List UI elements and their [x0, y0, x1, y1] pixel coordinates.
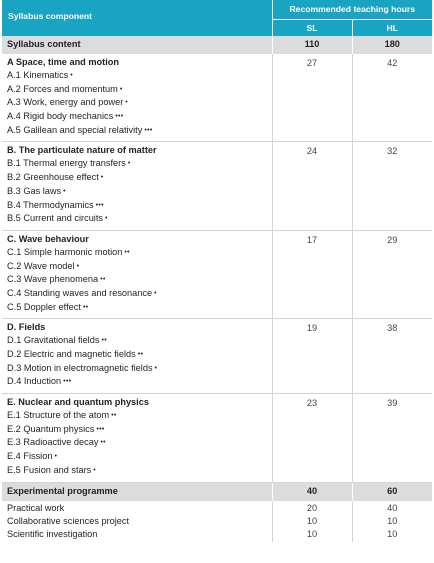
level-dots: •	[154, 364, 158, 372]
subtopic-label: A.4 Rigid body mechanics	[7, 111, 114, 122]
subtopic-label: C.4 Standing waves and resonance	[7, 287, 153, 298]
practical-row	[2, 501, 432, 516]
level-dots: ••	[100, 439, 106, 447]
level-dots: •••	[95, 201, 104, 209]
table-header	[2, 0, 432, 36]
subtopic-item	[7, 376, 272, 390]
subtopic-item	[7, 465, 272, 479]
topic-sl-hours: 17	[272, 230, 352, 318]
level-dots: •••	[63, 378, 72, 386]
topic-hl-hours: 39	[352, 394, 432, 482]
practical-row	[2, 529, 432, 542]
subtopic-item	[7, 335, 272, 349]
level-dots: •	[105, 215, 108, 223]
subtopic-item	[7, 410, 272, 424]
level-dots: ••	[101, 337, 107, 345]
topic-cell	[2, 142, 272, 230]
level-dots: •	[70, 72, 74, 79]
practical-sl-hours: 10	[272, 529, 352, 542]
topic-cell	[2, 54, 272, 142]
subtopic-label: B.3 Gas laws	[7, 185, 62, 196]
subtopic-label: E.2 Quantum physics	[7, 423, 95, 434]
subtopic-label: D.3 Motion in electromagnetic fields	[7, 362, 153, 373]
practical-body	[2, 501, 432, 542]
subtopic-label: B.4 Thermodynamics	[7, 199, 94, 210]
topic-title: B. The particulate nature of matter	[7, 145, 157, 156]
level-dots: •	[119, 85, 123, 93]
subtopic-item	[7, 70, 272, 84]
practical-sl-hours: 10	[272, 516, 352, 529]
topic-row	[2, 394, 432, 482]
topic-hl-hours: 32	[352, 142, 432, 230]
practical-label: Scientific investigation	[7, 529, 98, 540]
level-dots: •	[127, 160, 131, 168]
subtopic-item	[7, 172, 272, 186]
topic-cell	[2, 319, 272, 394]
table-body	[2, 36, 432, 54]
level-dots: •	[63, 187, 66, 195]
header-sl: SL	[272, 20, 352, 37]
subtopic-label: A.2 Forces and momentum	[7, 83, 118, 94]
topic-hl-hours: 42	[352, 54, 432, 142]
subtopic-label: A.3 Work, energy and power	[7, 97, 124, 108]
subtopic-item	[7, 349, 272, 363]
subtopic-item	[7, 97, 272, 111]
subtopic-label: C.3 Wave phenomena	[7, 274, 99, 285]
topic-sl-hours: 23	[272, 394, 352, 482]
level-dots: ••	[137, 351, 144, 358]
practical-label: Practical work	[7, 503, 65, 514]
subtopic-item	[7, 200, 272, 214]
topic-title: D. Fields	[7, 322, 46, 333]
practical-label: Collaborative sciences project	[7, 516, 130, 527]
subtopic-item	[7, 213, 272, 227]
experimental-programme-label: Experimental programme	[2, 482, 272, 501]
subtopic-item	[7, 247, 272, 261]
subtopic-item	[7, 451, 272, 465]
level-dots: •••	[96, 425, 105, 433]
subtopic-label: B.5 Current and circuits	[7, 213, 103, 224]
subtopic-label: E.5 Fusion and stars	[7, 464, 92, 475]
subtopic-label: D.2 Electric and magnetic fields	[7, 349, 136, 359]
subtopic-item	[7, 288, 272, 302]
topics-body	[2, 54, 432, 482]
topic-row	[2, 54, 432, 142]
level-dots: ••	[100, 276, 106, 284]
level-dots: •	[154, 289, 157, 297]
subtopic-label: B.2 Greenhouse effect	[7, 172, 99, 183]
level-dots: •	[100, 174, 104, 182]
subtopic-label: C.1 Simple harmonic motion	[7, 246, 123, 257]
subtopic-label: D.4 Induction	[7, 376, 62, 387]
subtopic-item	[7, 274, 272, 288]
syllabus-content-hl: 180	[352, 36, 432, 54]
level-dots: •	[125, 99, 129, 107]
header-syllabus-component: Syllabus component	[2, 0, 272, 36]
level-dots: •••	[144, 126, 153, 134]
topic-cell	[2, 394, 272, 482]
experimental-body	[2, 482, 432, 501]
subtopic-item	[7, 261, 272, 275]
experimental-programme-sl: 40	[272, 482, 352, 501]
header-recommended-hours: Recommended teaching hours	[272, 0, 432, 20]
experimental-programme-hl: 60	[352, 482, 432, 501]
topic-title: C. Wave behaviour	[7, 233, 89, 244]
level-dots: •	[54, 453, 58, 461]
subtopic-label: E.4 Fission	[7, 451, 53, 462]
level-dots: •	[76, 262, 80, 270]
subtopic-label: B.1 Thermal energy transfers	[7, 158, 126, 169]
syllabus-content-label: Syllabus content	[2, 36, 272, 54]
level-dots: ••	[82, 303, 89, 311]
subtopic-label: E.1 Structure of the atom	[7, 410, 110, 421]
subtopic-label: A.5 Galilean and special relativity	[7, 124, 143, 135]
subtopic-label: D.1 Gravitational fields	[7, 335, 100, 346]
topic-row	[2, 319, 432, 394]
topic-row	[2, 142, 432, 230]
subtopic-item	[7, 363, 272, 377]
level-dots: •••	[115, 113, 124, 121]
practical-sl-hours: 20	[272, 501, 352, 516]
subtopic-item	[7, 125, 272, 139]
level-dots: ••	[111, 412, 117, 420]
topic-title: E. Nuclear and quantum physics	[7, 397, 149, 408]
subtopic-item	[7, 111, 272, 125]
topic-title: A Space, time and motion	[7, 57, 119, 67]
subtopic-label: C.2 Wave model	[7, 260, 75, 271]
topic-sl-hours: 24	[272, 142, 352, 230]
level-dots: •	[93, 466, 97, 474]
topic-sl-hours: 19	[272, 319, 352, 394]
subtopic-item	[7, 437, 272, 451]
subtopic-label: E.3 Radioactive decay	[7, 437, 99, 448]
topic-hl-hours: 38	[352, 319, 432, 394]
teaching-hours-table	[2, 0, 432, 542]
experimental-programme-row	[2, 482, 432, 501]
subtopic-label: A.1 Kinematics	[7, 70, 69, 80]
topic-row	[2, 230, 432, 318]
subtopic-item	[7, 186, 272, 200]
practical-hl-hours: 10	[352, 529, 432, 542]
subtopic-label: C.5 Doppler effect	[7, 301, 81, 312]
topic-hl-hours: 29	[352, 230, 432, 318]
practical-row	[2, 516, 432, 529]
level-dots: ••	[124, 248, 130, 256]
header-hl: HL	[352, 20, 432, 37]
subtopic-item	[7, 158, 272, 172]
subtopic-item	[7, 302, 272, 316]
subtopic-item	[7, 424, 272, 438]
subtopic-item	[7, 84, 272, 98]
syllabus-content-row	[2, 36, 432, 54]
topic-cell	[2, 230, 272, 318]
practical-hl-hours: 10	[352, 516, 432, 529]
syllabus-content-sl: 110	[272, 36, 352, 54]
practical-hl-hours: 40	[352, 501, 432, 516]
topic-sl-hours: 27	[272, 54, 352, 142]
